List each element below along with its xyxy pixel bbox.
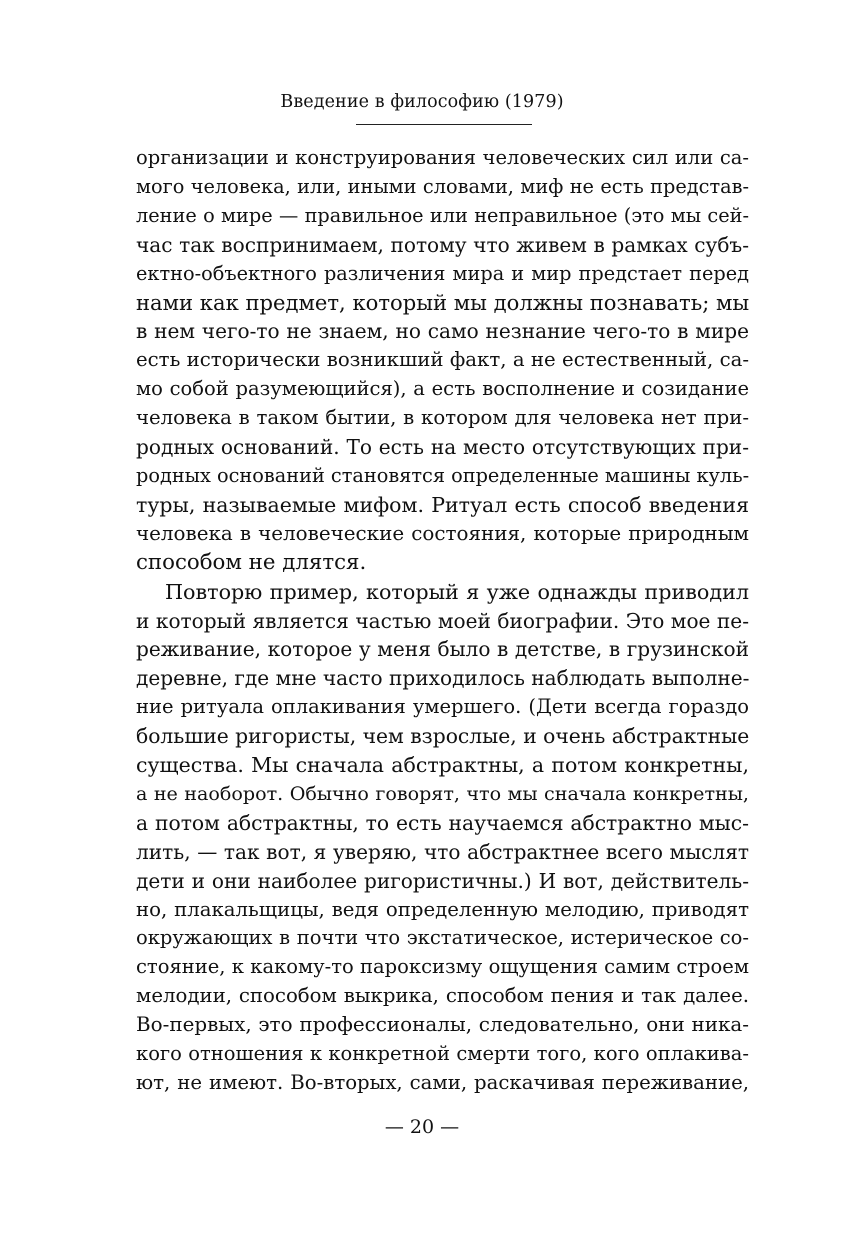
text-line: родных оснований. То есть на место отсутствующих при-: [136, 435, 749, 460]
running-head: Введение в философию (1979): [280, 92, 564, 112]
text-line: мелодии, способом выкрика, способом пения и так далее.: [136, 984, 749, 1008]
text-line: окружающих в почти что экстатическое, истерическое со-: [136, 926, 749, 950]
text-line: а не наоборот. Обычно говорят, что мы сначала конкретны,: [136, 781, 749, 805]
text-line: мо собой разумеющийся), а есть восполнение и созидание: [136, 377, 749, 401]
text-line: реживание, которое у меня было в детстве, в грузинской: [136, 637, 749, 662]
text-line: стояние, к какому-то пароксизму ощущения самим строем: [136, 955, 749, 979]
text-line: человека в человеческие состояния, которые природным: [136, 521, 749, 545]
page-number: — 20 —: [384, 1116, 460, 1138]
text-line: ектно-объектного различения мира и мир предстает перед: [136, 261, 749, 285]
text-line: час так воспринимаем, потому что живем в рамках субъ-: [136, 232, 749, 257]
running-head-rule: [356, 124, 532, 125]
text-line: способом не длятся.: [136, 549, 367, 575]
text-line: но, плакальщицы, ведя определенную мелодию, приводят: [136, 897, 749, 921]
body-text: [136, 144, 749, 1098]
text-line: деревне, где мне часто приходилось наблюдать выполне-: [136, 666, 750, 691]
text-line: существа. Мы сначала абстрактны, а потом конкретны,: [136, 753, 749, 778]
text-line: ют, не имеют. Во-вторых, сами, раскачивая переживание,: [136, 1071, 749, 1094]
text-line: дети и они наиболее ригористичны.) И вот, действитель-: [136, 868, 749, 893]
text-line: есть исторически возникший факт, а не естественный, са-: [136, 348, 749, 372]
text-line: Во-первых, это профессионалы, следовательно, они ника-: [136, 1013, 749, 1037]
text-line: ние ритуала оплакивания умершего. (Дети всегда гораздо: [136, 695, 749, 719]
text-line: а потом абстрактны, то есть научаемся абстрактно мыс-: [136, 810, 749, 835]
text-line: нами как предмет, который мы должны познавать; мы: [136, 289, 750, 315]
text-line: кого отношения к конкретной смерти того, кого оплакива-: [136, 1042, 749, 1066]
text-line: Повторю пример, который я уже однажды приводил: [165, 579, 749, 604]
text-line: мого человека, или, иными словами, миф не есть представ-: [136, 174, 749, 198]
text-line: в нем чего-то не знаем, но само незнание чего-то в мире: [136, 319, 749, 344]
text-line: человека в таком бытии, в котором для человека нет при-: [136, 406, 749, 430]
text-line: лить, — так вот, я уверяю, что абстрактнее всего мыслят: [136, 839, 749, 864]
text-line: родных оснований становятся определенные машины куль-: [136, 463, 750, 487]
text-line: туры, называемые мифом. Ритуал есть способ введения: [136, 492, 749, 517]
text-line: и который является частью моей биографии. Это мое пе-: [136, 608, 749, 633]
text-line: ление о мире — правильное или неправильное (это мы сей-: [136, 203, 749, 227]
text-line: большие ригористы, чем взрослые, и очень абстрактные: [136, 724, 750, 749]
text-line: организации и конструирования человеческих сил или са-: [136, 146, 749, 169]
